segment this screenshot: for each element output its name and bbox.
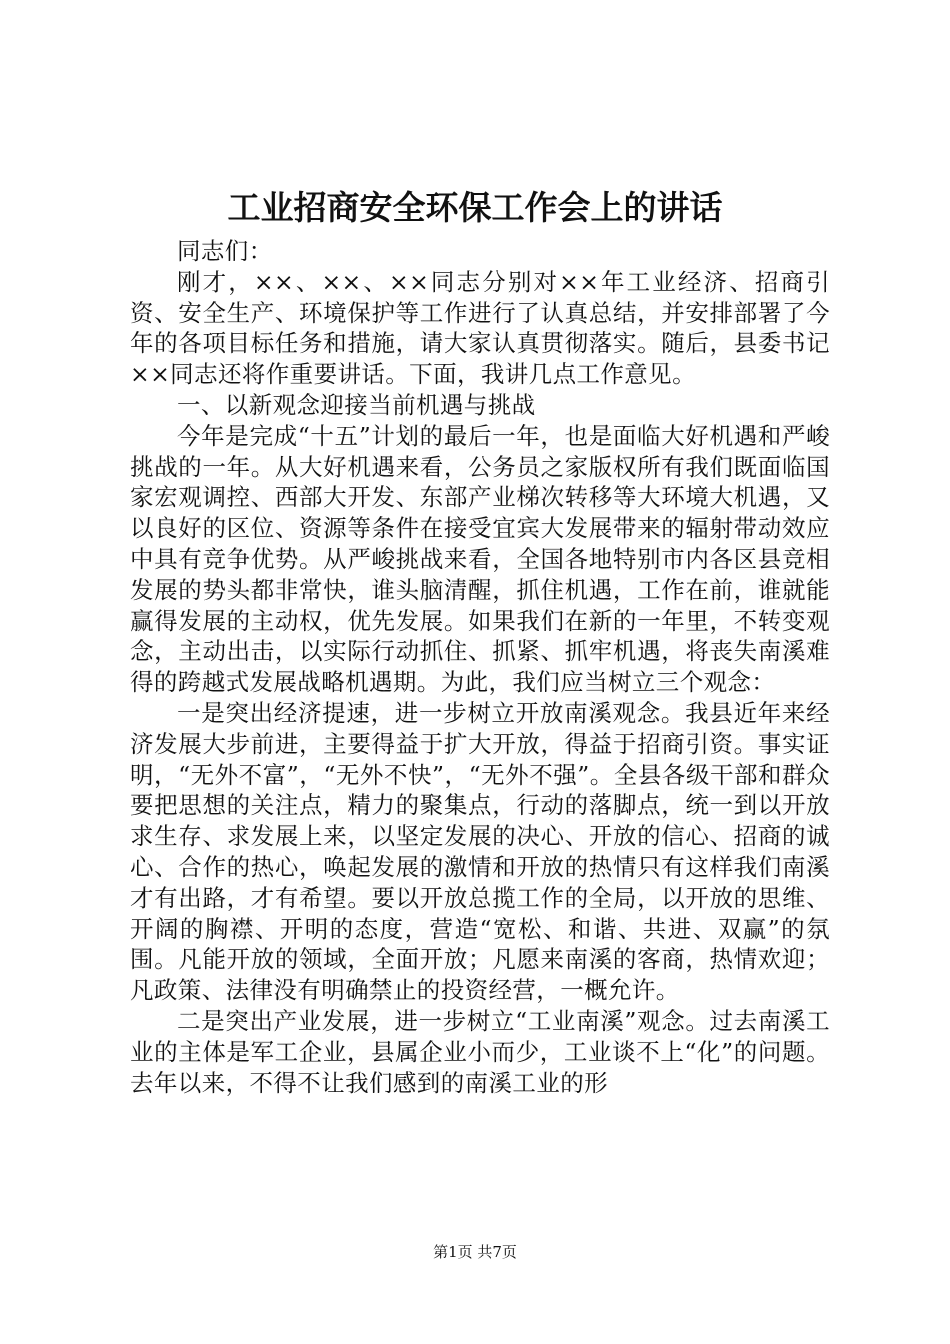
salutation: 同志们： — [177, 237, 273, 265]
page-footer: 第1页 共7页 — [433, 1243, 517, 1261]
document-title: 工业招商安全环保工作会上的讲话 — [227, 188, 723, 227]
section-heading-1: 一、以新观念迎接当前机遇与挑战 — [177, 390, 536, 419]
paragraph-intro: 刚才，××、××、××同志分别对××年工业经济、招商引资、安全生产、环境保护等工作进行了认真总结，并安排部署了今年的各项目标任务和措施，请大家认真贯彻落实。随后，县委书记××同志还将作重要讲话。下面，我讲几点工作意见。 — [130, 267, 830, 389]
paragraph-industry-concept: 二是突出产业发展，进一步树立“工业南溪”观念。过去南溪工业的主体是军工企业，县属企业小而少，工业谈不上“化”的问题。去年以来，不得不让我们感到的南溪工业的形 — [130, 1006, 830, 1097]
paragraph-opportunities: 今年是完成“十五”计划的最后一年，也是面临大好机遇和严峻挑战的一年。从大好机遇来看，公务员之家版权所有我们既面临国家宏观调控、西部大开发、东部产业梯次转移等大环境大机遇，又以良好的区位、资源等条件在接受宜宾大发展带来的辐射带动效应中具有竞争优势。从严峻挑战来看，全国各地特别市内各区县竞相发展的势头都非常快，谁头脑清醒，抓住机遇，工作在前，谁就能赢得发展的主动权，优先发展。如果我们在新的一年里，不转变观念，主动出击，以实际行动抓住、抓紧、抓牢机遇，将丧失南溪难得的跨越式发展战略机遇期。为此，我们应当树立三个观念： — [130, 421, 830, 697]
document-body — [130, 236, 830, 1098]
paragraph-opening-concept: 一是突出经济提速，进一步树立开放南溪观念。我县近年来经济发展大步前进，主要得益于扩大开放，得益于招商引资。事实证明，“无外不富”，“无外不快”，“无外不强”。全县各级干部和群众要把思想的关注点，精力的聚集点，行动的落脚点，统一到以开放求生存、求发展上来，以坚定发展的决心、开放的信心、招商的诚心、合作的热心，唤起发展的激情和开放的热情只有这样我们南溪才有出路，才有希望。要以开放总揽工作的全局，以开放的思维、开阔的胸襟、开明的态度，营造“宽松、和谐、共进、双赢”的氛围。凡能开放的领域，全面开放；凡愿来南溪的客商，热情欢迎；凡政策、法律没有明确禁止的投资经营，一概允许。 — [130, 698, 830, 1005]
